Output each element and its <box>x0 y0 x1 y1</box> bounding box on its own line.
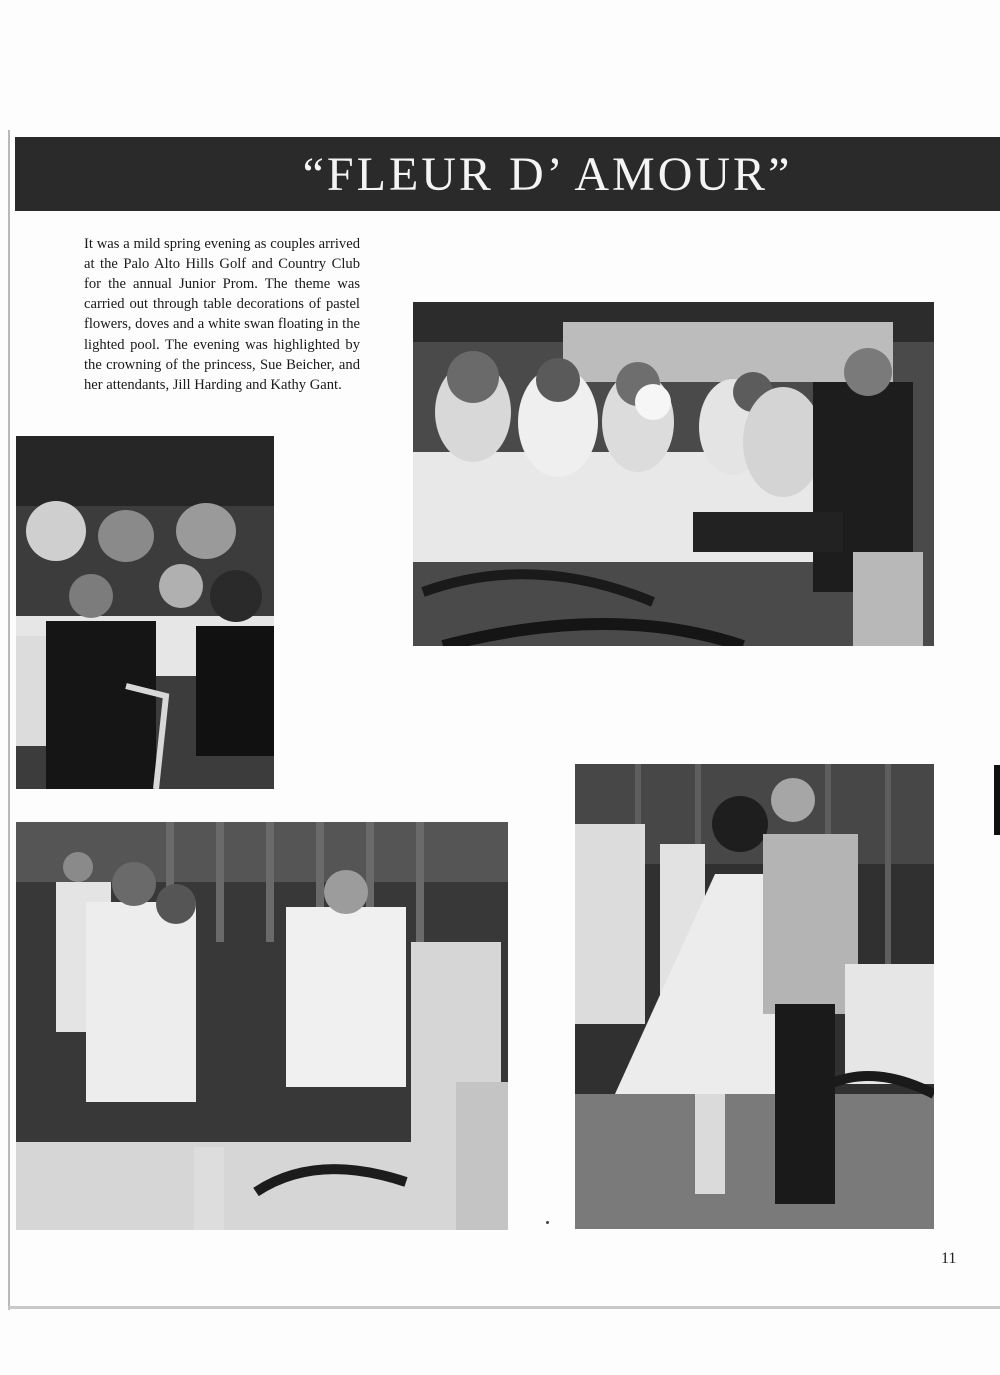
page-bottom-edge <box>8 1306 1000 1309</box>
story-paragraph: It was a mild spring evening as couples arrived at the Palo Alto Hills Golf and Country Club for the annual Junior Prom. The theme was carried out through table decorations of pastel flowers, doves and a white swan floating in the lighted pool. The evening was highlighted by the crowning of the princess, Sue Beicher, and her attendants, Jill Harding and Kathy Gant. <box>84 235 360 394</box>
photo-dancing-crowd <box>16 822 508 1230</box>
page-title: “FLEUR D’ AMOUR” <box>302 147 793 201</box>
page-edge-shadow <box>8 130 10 1310</box>
photo-princess-dance <box>575 764 934 1229</box>
photo-dinner-table <box>413 302 934 646</box>
print-speck <box>546 1221 549 1224</box>
thumb-tab-marker <box>994 765 1000 835</box>
page-number: 11 <box>941 1250 957 1267</box>
photo-seated-couples <box>16 436 274 789</box>
title-band <box>15 137 1000 211</box>
